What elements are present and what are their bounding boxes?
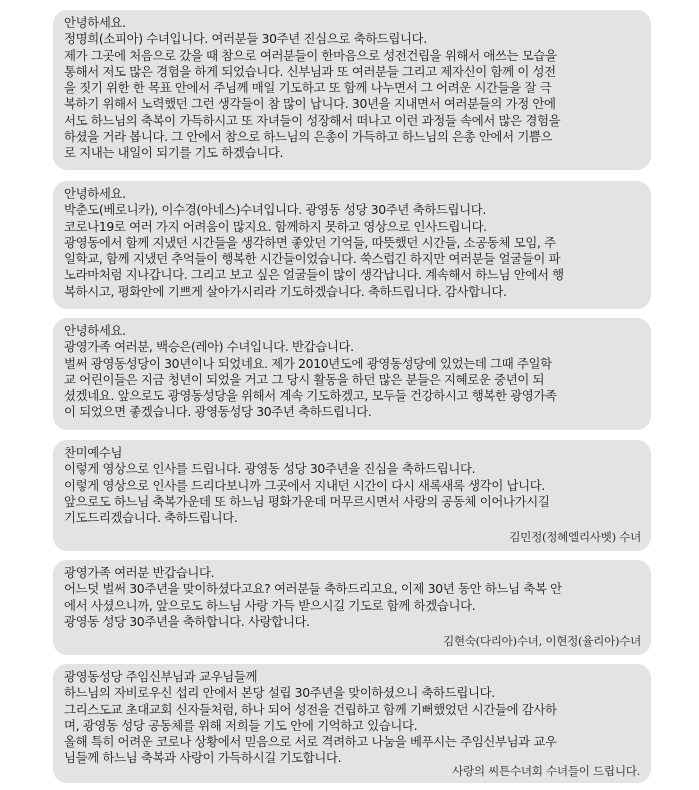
- letter-line: 올해 특히 어려운 코로나 상황에서 믿음으로 서로 격려하고 나눔을 베푸시는 주임신부님과 교우: [64, 734, 557, 750]
- letter-line: 기도드리겠습니다. 축하드립니다.: [64, 510, 238, 526]
- letter-card-2: [53, 181, 651, 309]
- letter-line: 그리스도교 초대교회 신자들처럼, 하나 되어 성전을 건립하고 함께 기뻐했었던 시간들에 감사하: [64, 701, 557, 717]
- letter-greeting: 안녕하세요.: [64, 186, 126, 201]
- letter-signature: 김민정(정혜엘리사벳) 수녀: [509, 530, 641, 545]
- letter-card-5: [53, 560, 651, 655]
- letter-greeting: 광영동성당 주임신부님과 교우님들께: [64, 669, 258, 684]
- letter-line: 서도 하느님의 축복이 가득하시고 또 자녀들이 성장해서 떠나고 이런 과정들 속에서 많은 경험을: [64, 112, 561, 128]
- letter-card-1: [53, 10, 651, 170]
- letter-line: 박춘도(베로니카), 이수경(아네스)수녀입니다. 광영동 성당 30주년 축하드립니다.: [64, 202, 486, 218]
- letter-greeting: 광영가족 여러분 반갑습니다.: [64, 565, 215, 580]
- letter-line: 앞으로도 하느님 축복가운데 또 하느님 평화가운데 머무르시면서 사랑의 공동체 이어나가시길: [64, 493, 550, 509]
- letter-line: 이렇게 영상으로 인사를 드립니다. 광영동 성당 30주년을 진심을 축하드립니다.: [64, 461, 476, 477]
- letter-line: 로 지내는 내일이 되기를 기도 하겠습니다.: [64, 145, 284, 161]
- letter-line: 하셨을 거라 봅니다. 그 안에서 참으로 하느님의 은총이 가득하고 하느님의 은총 안에서 기쁨으: [64, 129, 553, 145]
- letter-line: 복하시고, 평화안에 기쁘게 살아가시리라 기도하겠습니다. 축하드립니다. 감사합니다.: [64, 283, 507, 299]
- letter-card-4: [53, 440, 651, 551]
- letter-card-6: [53, 664, 651, 783]
- letter-greeting: 안녕하세요.: [64, 15, 126, 30]
- letter-line: 제가 그곳에 처음으로 갔을 때 참으로 여러분들이 한마음으로 성전건립을 위해서 애쓰는 모습을: [64, 47, 557, 63]
- letter-line: 어느덧 벌써 30주년을 맞이하셨다고요? 여러분들 축하드리고요, 이제 30년 동안 하느님 축복 안: [64, 581, 562, 597]
- letter-line: 통해서 저도 많은 경험을 하게 되었습니다. 신부님과 또 여러분들 그리고 제자신이 함께 이 성전: [64, 63, 556, 79]
- letter-line: 코로나19로 여러 가지 어려움이 많지요. 함께하지 못하고 영상으로 인사드립니다.: [64, 218, 487, 234]
- letter-card-3: [53, 318, 651, 430]
- letter-line: 이렇게 영상으로 인사를 드리다보니까 그곳에서 지내던 시간이 다시 새록새록 생각이 납니다.: [64, 477, 546, 493]
- letter-signature: 김현숙(다리아)수녀, 이현정(율리아)수녀: [442, 634, 641, 649]
- letter-line: 이 되었으면 좋겠습니다. 광영동성당 30주년 축하드립니다.: [64, 404, 372, 420]
- letter-line: 에서 사셨으니까, 앞으로도 하느님 사랑 가득 받으시길 기도로 함께 하겠습니다.: [64, 597, 476, 613]
- letter-line: 복하기 위해서 노력했던 그런 생각들이 참 많이 납니다. 30년을 지내면서 여러분들의 가정 안에: [64, 96, 556, 112]
- letter-greeting: 찬미예수님: [64, 445, 123, 460]
- letter-line: 며, 광영동 성당 공동체를 위해 저희들 기도 안에 기억하고 있습니다.: [64, 717, 418, 733]
- letter-line: 셨겠네요. 앞으로도 광영동성당을 위해서 계속 기도하겠고, 모두들 건강하시고 행복한 광영가족: [64, 388, 557, 404]
- letter-line: 광영가족 여러분, 백승은(레아) 수녀입니다. 반갑습니다.: [64, 339, 354, 355]
- letter-line: 교 어린이들은 지금 청년이 되었을 거고 그 당시 활동을 하던 많은 분들은 지혜로운 중년이 되: [64, 371, 545, 387]
- letter-greeting: 안녕하세요.: [64, 323, 126, 338]
- letter-line: 을 짓기 위한 한 목표 안에서 주님께 매일 기도하고 또 함께 나누면서 그 어려운 시간들을 잘 극: [64, 80, 552, 96]
- letter-line: 하느님의 자비로우신 섭리 안에서 본당 설립 30주년을 맞이하셨으니 축하드립니다.: [64, 685, 495, 701]
- letter-signature: 사랑의 씨튼수녀회 수녀들이 드립니다.: [452, 764, 640, 778]
- letter-line: 노라마처럼 지나갑니다. 그리고 보고 싶은 얼굴들이 많이 생각납니다. 계속해서 하느님 안에서 행: [64, 267, 564, 283]
- letter-line: 벌써 광영동성당이 30년이나 되었네요. 제가 2010년도에 광영동성당에 있었는데 그때 주일학: [64, 355, 552, 371]
- letter-line: 광영동에서 함께 지냈던 시간들을 생각하면 좋았던 기억들, 따뜻했던 시간들, 소공동체 모임, 주: [64, 234, 556, 250]
- letter-line: 정명희(소피아) 수녀입니다. 여러분들 30주년 진심으로 축하드립니다.: [64, 31, 427, 47]
- letter-line: 님들께 하느님 축복과 사랑이 가득하시길 기도합니다.: [64, 750, 342, 766]
- letter-line: 광영동 성당 30주년을 축하합니다. 사랑합니다.: [64, 613, 310, 629]
- letter-line: 일학교, 함께 지냈던 추억들이 행복한 시간들이었습니다. 쑥스럽긴 하지만 여러분들 얼굴들이 파: [64, 251, 561, 267]
